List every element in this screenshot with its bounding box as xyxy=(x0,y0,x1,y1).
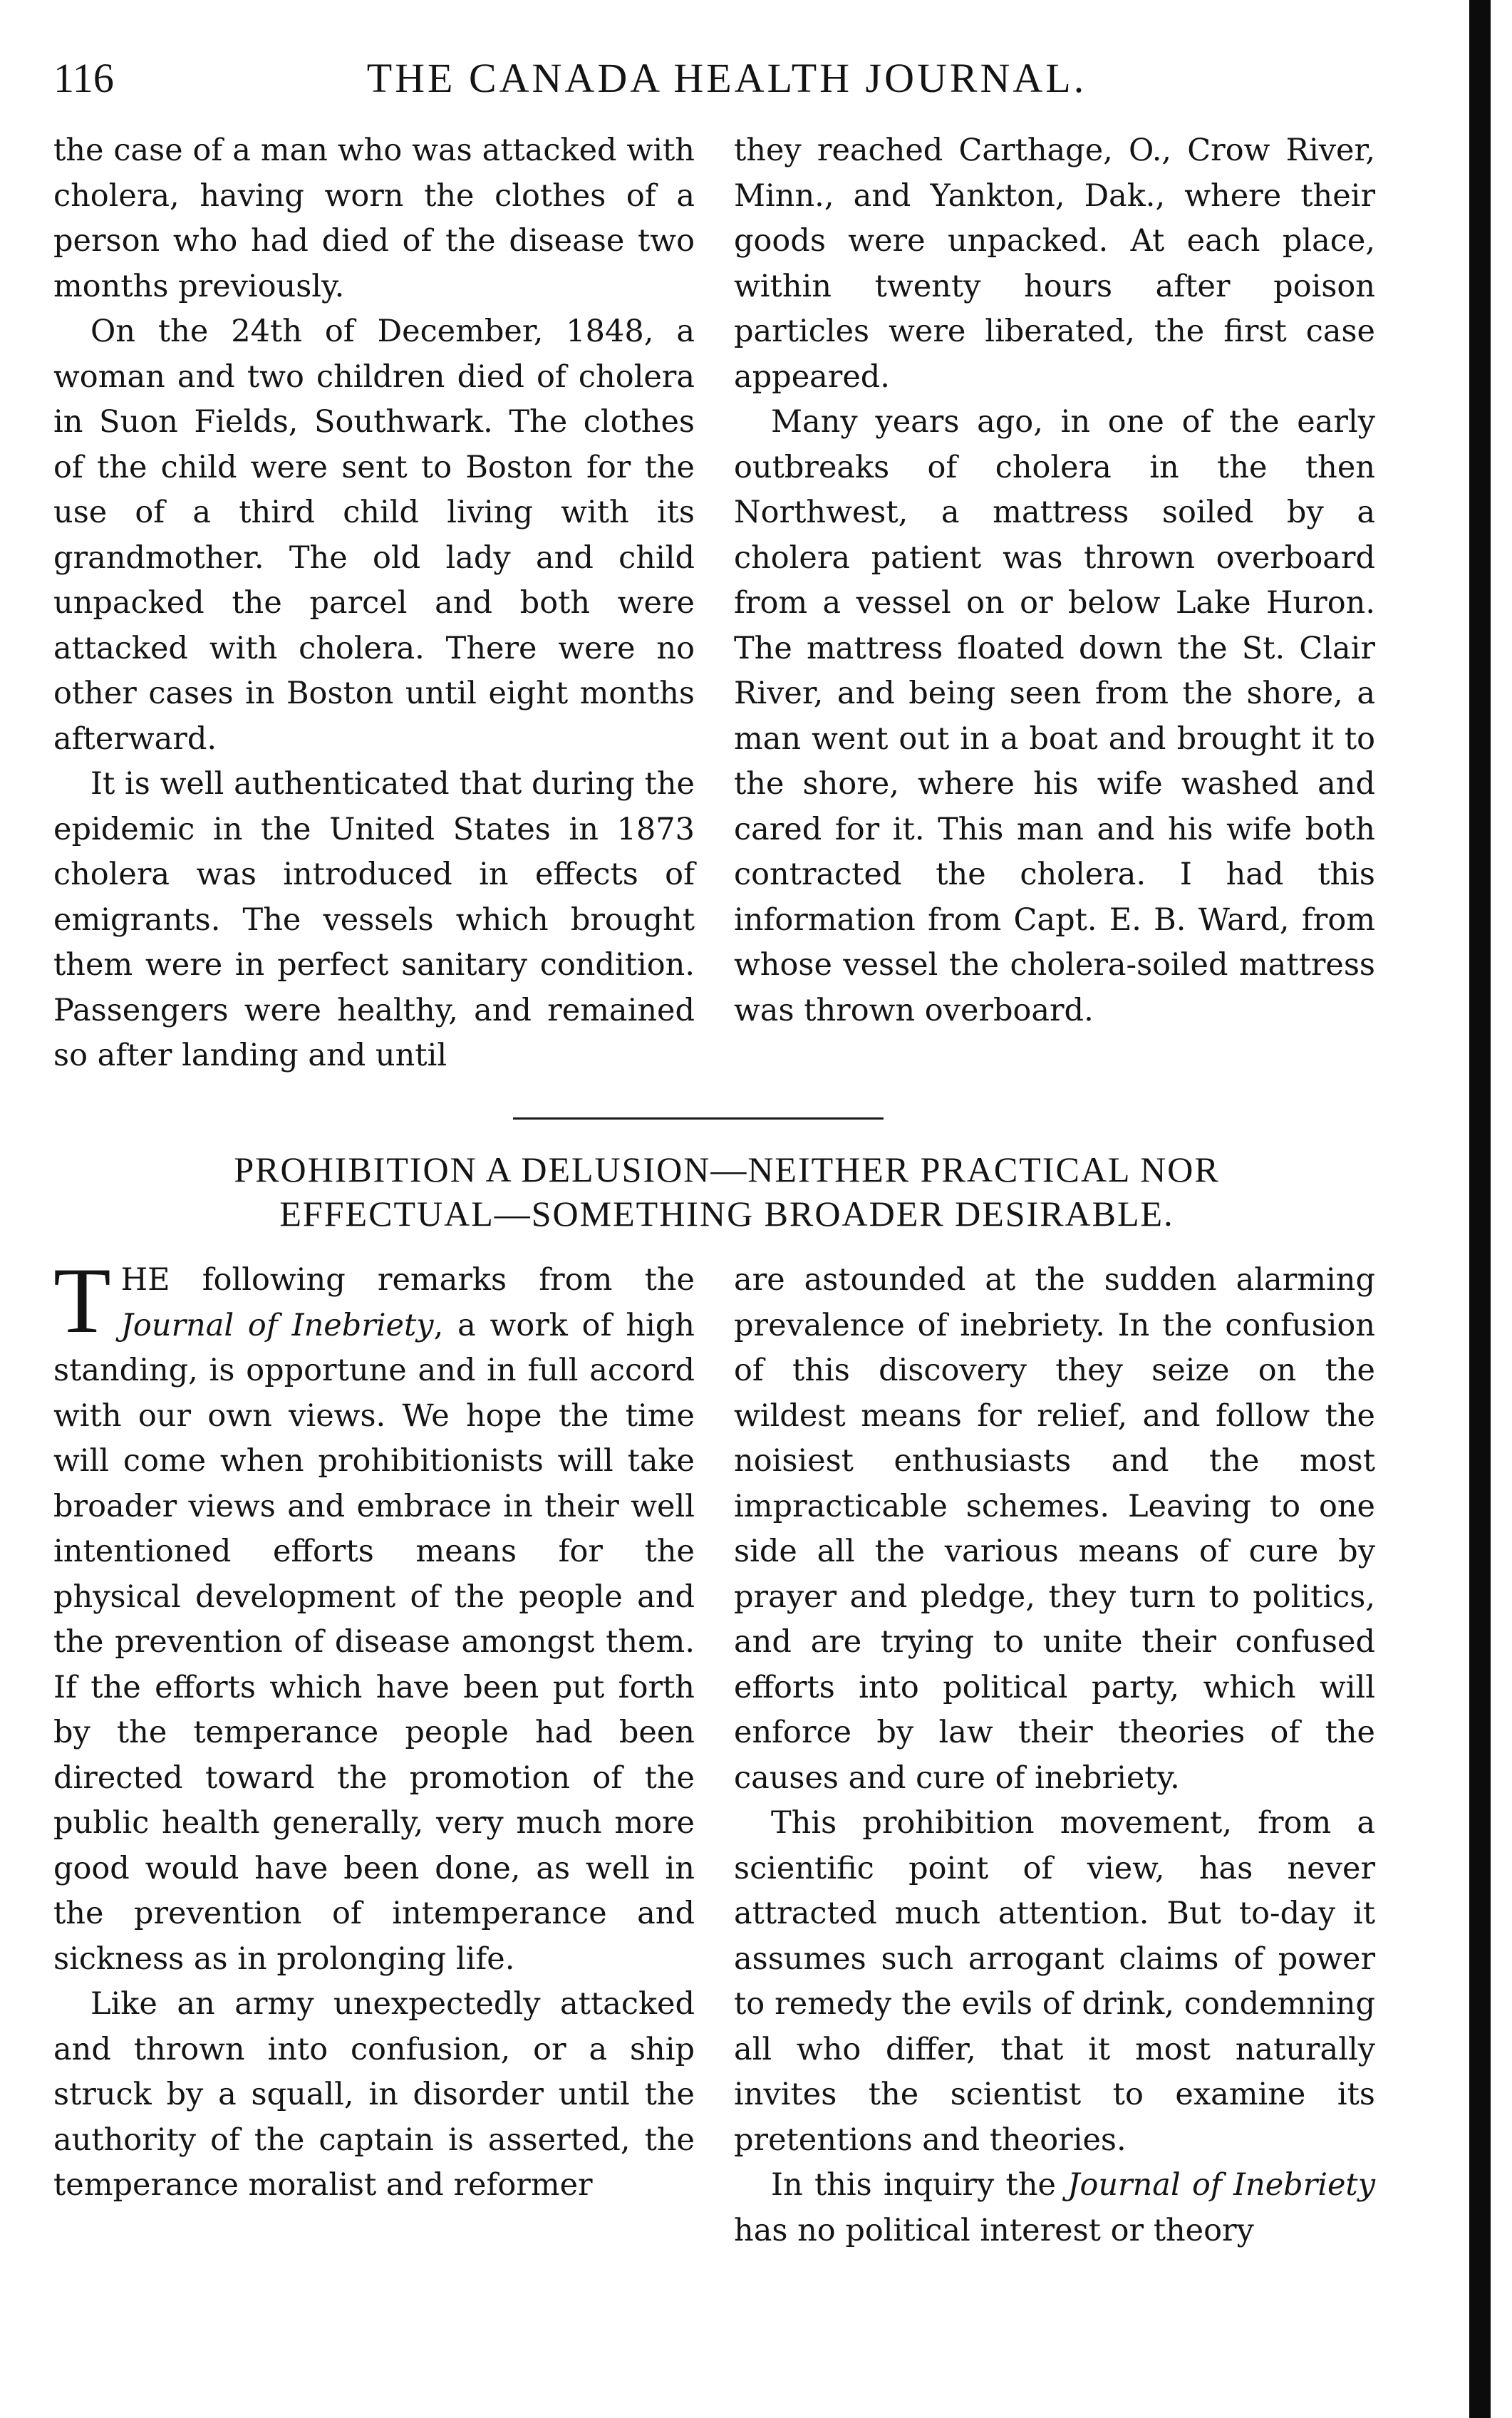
paragraph: This prohibition movement, from a scientific point of view, has never attracted much attention. But to-day it assumes such arrogant claims of power to remedy the evils of drink, condemning all who differ, that it most naturally invites the scientist to examine its pretentions and theories. xyxy=(734,1805,1375,2158)
first-paragraph-rest: , a work of high standing, is opportune and in full accord with our own views. We hope the time will come when prohibitionists will take broader views and embrace in their well intentioned efforts means for the physical development of the people and the prevention of disease amongst them. If the efforts which have been put forth by the temperance people had been directed toward the promotion of the public health generally, very much more good would have been done, as well in the prevention of intemperance and sickness as in prolonging life. xyxy=(53,1307,695,1977)
article-right-column xyxy=(734,1258,1375,2253)
scan-edge-bar xyxy=(1469,0,1491,2418)
paragraph xyxy=(734,2163,1375,2253)
paragraph: they reached Carthage, O., Crow River, Minn., and Yankton, Dak., where their goods were unpacked. At each place, within twenty hours after poison particles were liberated, the first case appeared. xyxy=(734,133,1375,395)
paragraph-start: In this inquiry the xyxy=(771,2167,1068,2203)
running-title: THE CANADA HEALTH JOURNAL. xyxy=(366,55,1087,101)
paragraph-rest: has no political interest or theory xyxy=(734,2212,1254,2248)
paragraph: the case of a man who was attacked with cholera, having worn the clothes of a person who had died of the disease two months previously. xyxy=(53,133,695,304)
page-number: 116 xyxy=(53,55,114,101)
article-title xyxy=(53,1147,1400,1236)
article-left-column xyxy=(53,1248,695,2208)
article-first-paragraph xyxy=(53,1248,695,1982)
paragraph: On the 24th of December, 1848, a woman and two children died of cholera in Suon Fields, Southwark. The clothes of the child were sent to Boston for the use of a third child living with its grandmother. The old lady and child unpacked the parcel and both were attacked with cholera. There were no other cases in Boston until eight months afterward. xyxy=(53,314,695,757)
journal-name-italic: Journal of Inebriety xyxy=(1067,2167,1376,2203)
first-paragraph-start: HE following remarks from the xyxy=(120,1262,695,1298)
top-left-column xyxy=(53,128,695,1079)
drop-cap: T xyxy=(53,1248,111,1353)
top-right-column xyxy=(734,128,1375,1033)
article-title-line-1: PROHIBITION A DELUSION—NEITHER PRACTICAL NOR xyxy=(234,1149,1220,1189)
paragraph: Like an army unexpectedly attacked and thrown into confusion, or a ship struck by a squall, in disorder until the authority of the captain is asserted, the temperance moralist and reformer xyxy=(53,1986,695,2203)
section-divider xyxy=(513,1117,884,1120)
article-title-line-2: EFFECTUAL—SOMETHING BROADER DESIRABLE. xyxy=(279,1194,1174,1234)
journal-name-italic: Journal of Inebriety xyxy=(120,1307,434,1343)
paragraph: are astounded at the sudden alarming prevalence of inebriety. In the confusion of this discovery they seize on the wildest means for relief, and follow the noisiest enthusiasts and the most impracticable schemes. Leaving to one side all the various means of cure by prayer and pledge, they turn to politics, and are trying to unite their confused efforts into political party, which will enforce by law their theories of the causes and cure of inebriety. xyxy=(734,1262,1375,1796)
paragraph: It is well authenticated that during the epidemic in the United States in 1873 cholera was introduced in effects of emigrants. The vessels which brought them were in perfect sanitary condition. Passengers were healthy, and remained so after landing and until xyxy=(53,766,695,1073)
page-header xyxy=(53,43,1400,114)
paragraph: Many years ago, in one of the early outbreaks of cholera in the then Northwest, a mattress soiled by a cholera patient was thrown overboard from a vessel on or below Lake Huron. The mattress floated down the St. Clair River, and being seen from the shore, a man went out in a boat and brought it to the shore, where his wife washed and cared for it. This man and his wife both contracted the cholera. I had this information from Capt. E. B. Ward, from whose vessel the cholera-soiled mattress was thrown overboard. xyxy=(734,404,1375,1028)
